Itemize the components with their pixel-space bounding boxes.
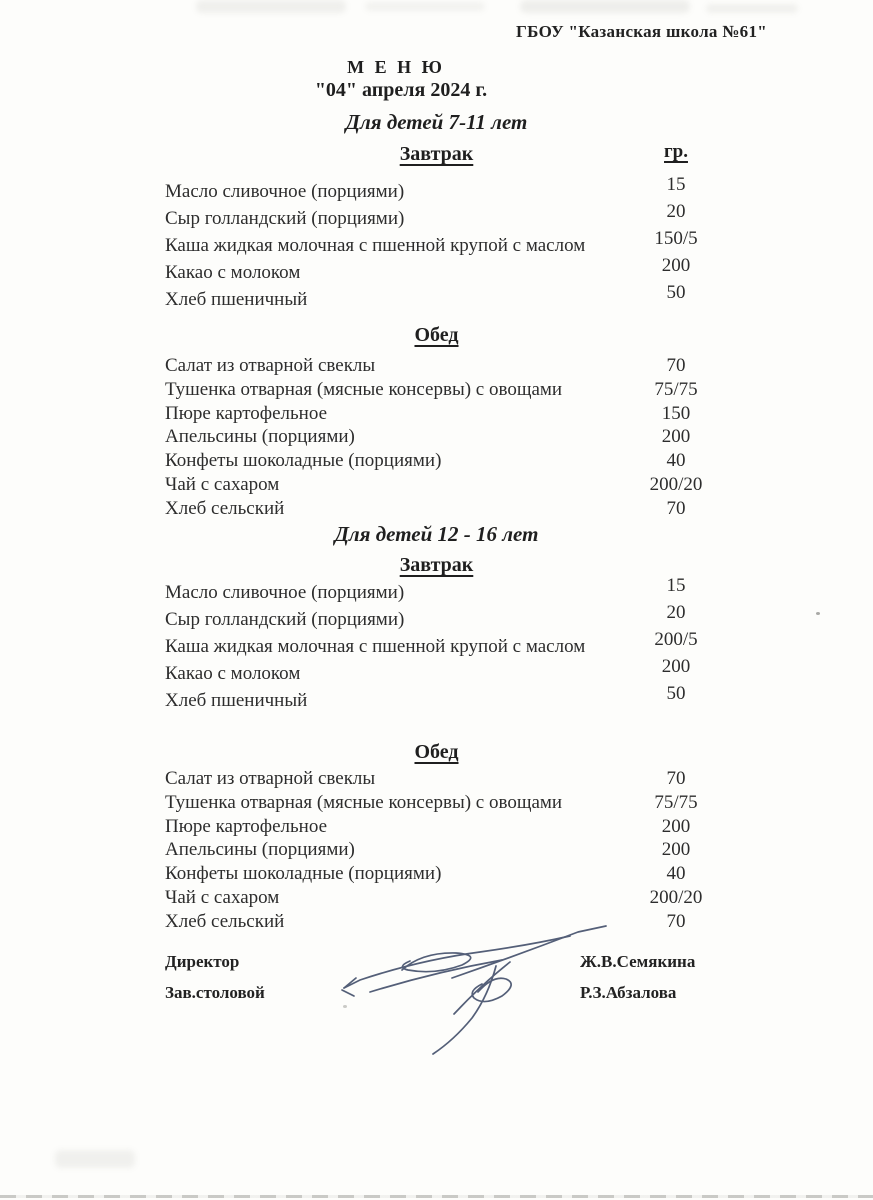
- age-group-heading: Для детей 12 - 16 лет: [334, 522, 539, 546]
- scan-smudge: [196, 0, 346, 13]
- dish-quantity: 200: [661, 255, 691, 276]
- menu-row: [165, 839, 731, 863]
- dish-name: Каша жидкая молочная с пшенной крупой с маслом: [165, 636, 586, 657]
- dish-name: Апельсины (порциями): [165, 839, 355, 861]
- dish-name: Хлеб сельский: [165, 497, 285, 519]
- scan-speck: [343, 1005, 347, 1008]
- scan-smudge: [365, 2, 485, 11]
- scan-bottom-edge: [0, 1195, 873, 1198]
- menu-row: [165, 379, 731, 403]
- dish-quantity: 40: [666, 450, 686, 472]
- menu-row: [165, 355, 731, 379]
- menu-row: [165, 887, 731, 911]
- signature-name: Ж.В.Семякина: [580, 952, 696, 971]
- menu-row: [165, 403, 731, 427]
- meal-heading-label: Завтрак: [399, 143, 474, 165]
- dish-quantity: 20: [666, 602, 686, 623]
- dish-quantity: 40: [666, 863, 686, 885]
- menu-date: "04" апреля 2024 г.: [314, 79, 488, 101]
- breakfast-items-12-16: [165, 575, 731, 717]
- dish-quantity: 15: [666, 174, 686, 195]
- dish-quantity: 50: [666, 282, 686, 303]
- lunch-items-7-11: [165, 355, 731, 522]
- dish-name: Какао с молоком: [165, 663, 301, 684]
- dish-name: Салат из отварной свеклы: [165, 768, 376, 789]
- dish-quantity: 200/20: [649, 473, 703, 495]
- dish-name: Сыр голландский (порциями): [165, 609, 405, 630]
- dish-name: Конфеты шоколадные (порциями): [165, 863, 442, 885]
- signature-ink: [330, 918, 640, 1068]
- meal-heading-lunch: [0, 741, 873, 764]
- menu-row: [165, 683, 731, 717]
- dish-name: Салат из отварной свеклы: [165, 355, 376, 376]
- scan-smudge: [706, 4, 798, 13]
- dish-name: Хлеб пшеничный: [165, 289, 308, 310]
- dish-name: Чай с сахаром: [165, 886, 280, 908]
- signature-role: Зав.столовой: [165, 983, 265, 1002]
- meal-heading-lunch: [0, 324, 873, 347]
- menu-row: [165, 768, 731, 792]
- lunch-items-12-16: [165, 768, 731, 935]
- dish-name: Масло сливочное (порциями): [165, 582, 405, 603]
- dish-quantity: 75/75: [654, 378, 698, 400]
- dish-quantity: 70: [666, 355, 686, 376]
- dish-name: Пюре картофельное: [165, 402, 328, 424]
- dish-quantity: 200/20: [649, 886, 703, 908]
- meal-heading-label: Обед: [414, 741, 459, 763]
- menu-row: [165, 816, 731, 840]
- scan-smudge: [55, 1150, 135, 1168]
- dish-quantity: 200: [661, 656, 691, 677]
- grams-column-header: гр.: [664, 141, 688, 162]
- menu-row: [165, 474, 731, 498]
- dish-name: Масло сливочное (порциями): [165, 181, 405, 202]
- dish-quantity: 70: [666, 497, 686, 519]
- dish-quantity: 75/75: [654, 791, 698, 813]
- menu-row: [165, 282, 731, 316]
- dish-name: Тушенка отварная (мясные консервы) с овощами: [165, 791, 563, 813]
- dish-quantity: 15: [666, 575, 686, 596]
- dish-quantity: 50: [666, 683, 686, 704]
- breakfast-items-7-11: [165, 174, 731, 316]
- meal-heading-label: Завтрак: [399, 554, 474, 576]
- dish-name: Хлеб сельский: [165, 910, 285, 932]
- dish-quantity: 150: [661, 402, 691, 424]
- dish-quantity: 200: [661, 815, 691, 837]
- dish-quantity: 200: [661, 839, 691, 861]
- dish-quantity: 70: [666, 768, 686, 789]
- scan-smudge: [520, 0, 690, 13]
- dish-name: Чай с сахаром: [165, 473, 280, 495]
- dish-quantity: 20: [666, 201, 686, 222]
- dish-quantity: 200: [661, 426, 691, 448]
- meal-heading-breakfast: [0, 554, 873, 577]
- dish-name: Пюре картофельное: [165, 815, 328, 837]
- meal-heading-label: Обед: [414, 324, 459, 346]
- dish-name: Тушенка отварная (мясные консервы) с овощами: [165, 378, 563, 400]
- signature-name: Р.З.Абзалова: [580, 983, 677, 1002]
- dish-name: Апельсины (порциями): [165, 426, 355, 448]
- age-group-heading: Для детей 7-11 лет: [345, 110, 528, 134]
- menu-row: [165, 450, 731, 474]
- scan-speck: [816, 612, 820, 615]
- menu-row: [165, 426, 731, 450]
- dish-quantity: 200/5: [654, 629, 698, 650]
- dish-name: Какао с молоком: [165, 262, 301, 283]
- menu-row: [165, 498, 731, 522]
- signature-role: Директор: [165, 952, 240, 971]
- menu-row: [165, 792, 731, 816]
- meal-heading-breakfast: [0, 143, 873, 166]
- menu-title: М Е Н Ю: [347, 57, 445, 77]
- dish-name: Хлеб пшеничный: [165, 690, 308, 711]
- dish-name: Каша жидкая молочная с пшенной крупой с маслом: [165, 235, 586, 256]
- menu-row: [165, 863, 731, 887]
- dish-name: Сыр голландский (порциями): [165, 208, 405, 229]
- dish-name: Конфеты шоколадные (порциями): [165, 450, 442, 472]
- dish-quantity: 150/5: [654, 228, 698, 249]
- dish-quantity: 70: [666, 910, 686, 932]
- org-name: ГБОУ "Казанская школа №61": [516, 22, 767, 41]
